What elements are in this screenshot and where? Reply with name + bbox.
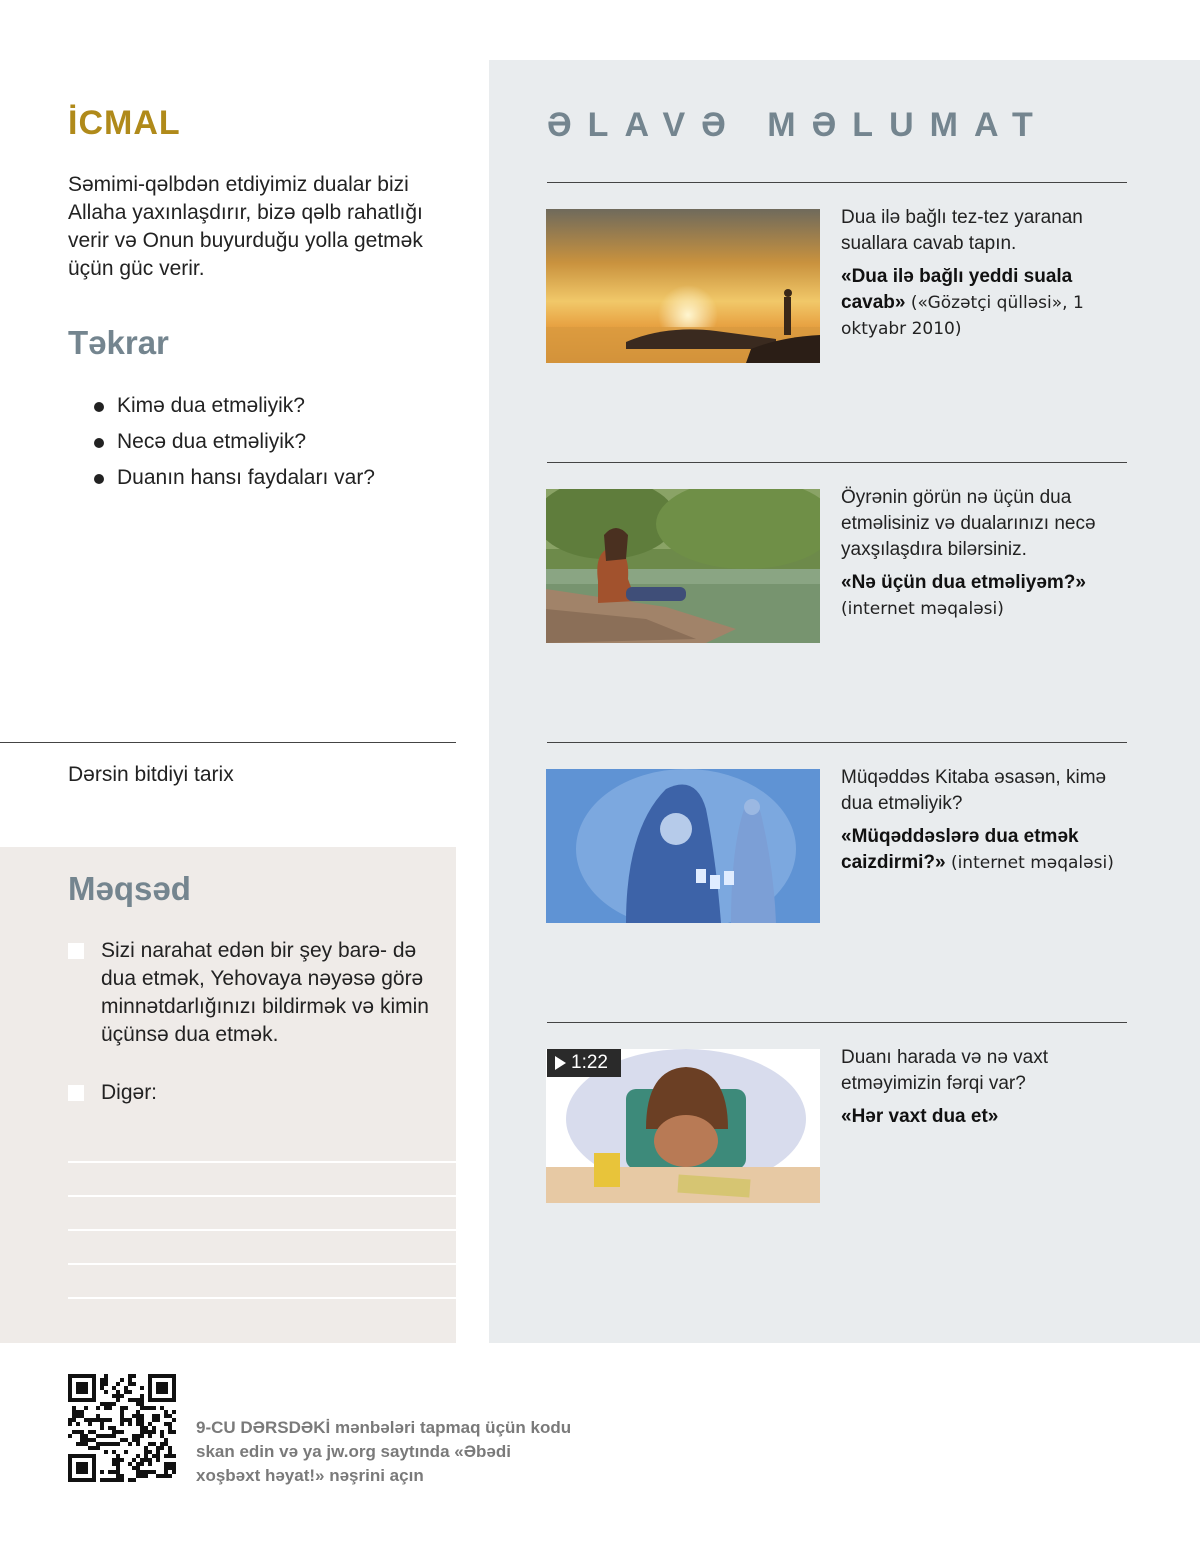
- review-item: Duanın hansı faydaları var?: [92, 464, 375, 500]
- bullet-icon: [94, 402, 104, 412]
- summary-title: İCMAL: [68, 104, 181, 142]
- divider: [547, 1022, 1127, 1023]
- review-item: Necə dua etməliyik?: [92, 428, 375, 464]
- resource-citation[interactable]: [841, 264, 1141, 342]
- review-item: Kimə dua etməliyik?: [92, 392, 375, 428]
- resource-source: («Gözətçi qülləsi», 1 oktyabr 2010): [841, 293, 1084, 339]
- resource-source: (internet məqaləsi): [841, 599, 1004, 619]
- goal-item-label: Sizi narahat edən bir şey barə- də dua etmək, Yehovaya nəyəsə görə minnətdarlığınızı bildirmək və kimin üçünsə dua etmək.: [101, 939, 429, 1046]
- resource-citation[interactable]: [841, 1104, 1141, 1130]
- bullet-icon: [94, 438, 104, 448]
- qr-code-icon[interactable]: [68, 1374, 176, 1482]
- footer-instructions: [196, 1416, 576, 1488]
- write-line[interactable]: [68, 1263, 456, 1265]
- goal-checkbox[interactable]: [68, 943, 84, 959]
- video-duration-badge[interactable]: [547, 1049, 621, 1077]
- completion-date-label: Dərsin bitdiyi tarix: [68, 763, 234, 786]
- goal-checkbox[interactable]: [68, 1085, 84, 1101]
- woman-by-river-image[interactable]: [546, 489, 820, 643]
- resource-title[interactable]: «Dua ilə bağlı yeddi suala cavab»: [841, 266, 1073, 313]
- goal-item-label: Digər:: [101, 1081, 158, 1104]
- resource-description: Müqəddəs Kitaba əsasən, kimə dua etməliyik?: [841, 767, 1107, 814]
- resource-description: Dua ilə bağlı tez-tez yaranan suallara cavab tapın.: [841, 207, 1083, 254]
- resource-citation[interactable]: [841, 570, 1141, 622]
- goal-title: Məqsəd: [68, 870, 191, 907]
- write-line[interactable]: [68, 1297, 456, 1299]
- summary-text: Səmimi-qəlbdən etdiyimiz dualar bizi Allaha yaxınlaşdırır, bizə qəlb rahatlığı verir və Onun buyurduğu yolla getmək üçün güc verir.: [68, 173, 423, 280]
- play-icon: [555, 1056, 566, 1070]
- resource-text: [841, 1045, 1141, 1130]
- write-line[interactable]: [68, 1195, 456, 1197]
- resource-title[interactable]: «Hər vaxt dua et»: [841, 1106, 999, 1127]
- write-line[interactable]: [68, 1229, 456, 1231]
- bullet-icon: [94, 474, 104, 484]
- goal-item-other: [68, 1079, 431, 1107]
- woman-praying-statue-image[interactable]: [546, 769, 820, 923]
- divider: [547, 182, 1127, 183]
- resource-title[interactable]: «Nə üçün dua etməliyəm?»: [841, 572, 1086, 593]
- resource-text: [841, 205, 1141, 342]
- resource-citation[interactable]: [841, 824, 1141, 876]
- review-title: Təkrar: [68, 324, 169, 361]
- divider: [0, 742, 456, 743]
- footer-lesson: 9-CU DƏRSDƏKİ: [196, 1418, 331, 1437]
- sunset-sea-person-image[interactable]: [546, 209, 820, 363]
- goal-item: [68, 937, 431, 1049]
- resource-description: Öyrənin görün nə üçün dua etməlisiniz və dualarınızı necə yaxşılaşdıra bilərsiniz.: [841, 487, 1096, 560]
- footer-text: mənbələri tapmaq üçün kodu skan edin və ya jw.org saytında «Əbədi xoşbəxt həyat!» nəşrini açın: [196, 1418, 572, 1485]
- resource-description: Duanı harada və nə vaxt etməyimizin fərqi var?: [841, 1047, 1049, 1094]
- divider: [547, 742, 1127, 743]
- resource-source: (internet məqaləsi): [945, 853, 1114, 873]
- resource-text: [841, 765, 1141, 876]
- write-line[interactable]: [68, 1161, 456, 1163]
- review-list: [92, 392, 375, 500]
- video-duration: 1:22: [571, 1052, 608, 1073]
- resource-text: [841, 485, 1141, 622]
- more-info-title: ƏLAVƏ MƏLUMAT: [547, 106, 1049, 144]
- divider: [547, 462, 1127, 463]
- resource-title[interactable]: «Müqəddəslərə dua etmək caizdirmi?»: [841, 826, 1079, 873]
